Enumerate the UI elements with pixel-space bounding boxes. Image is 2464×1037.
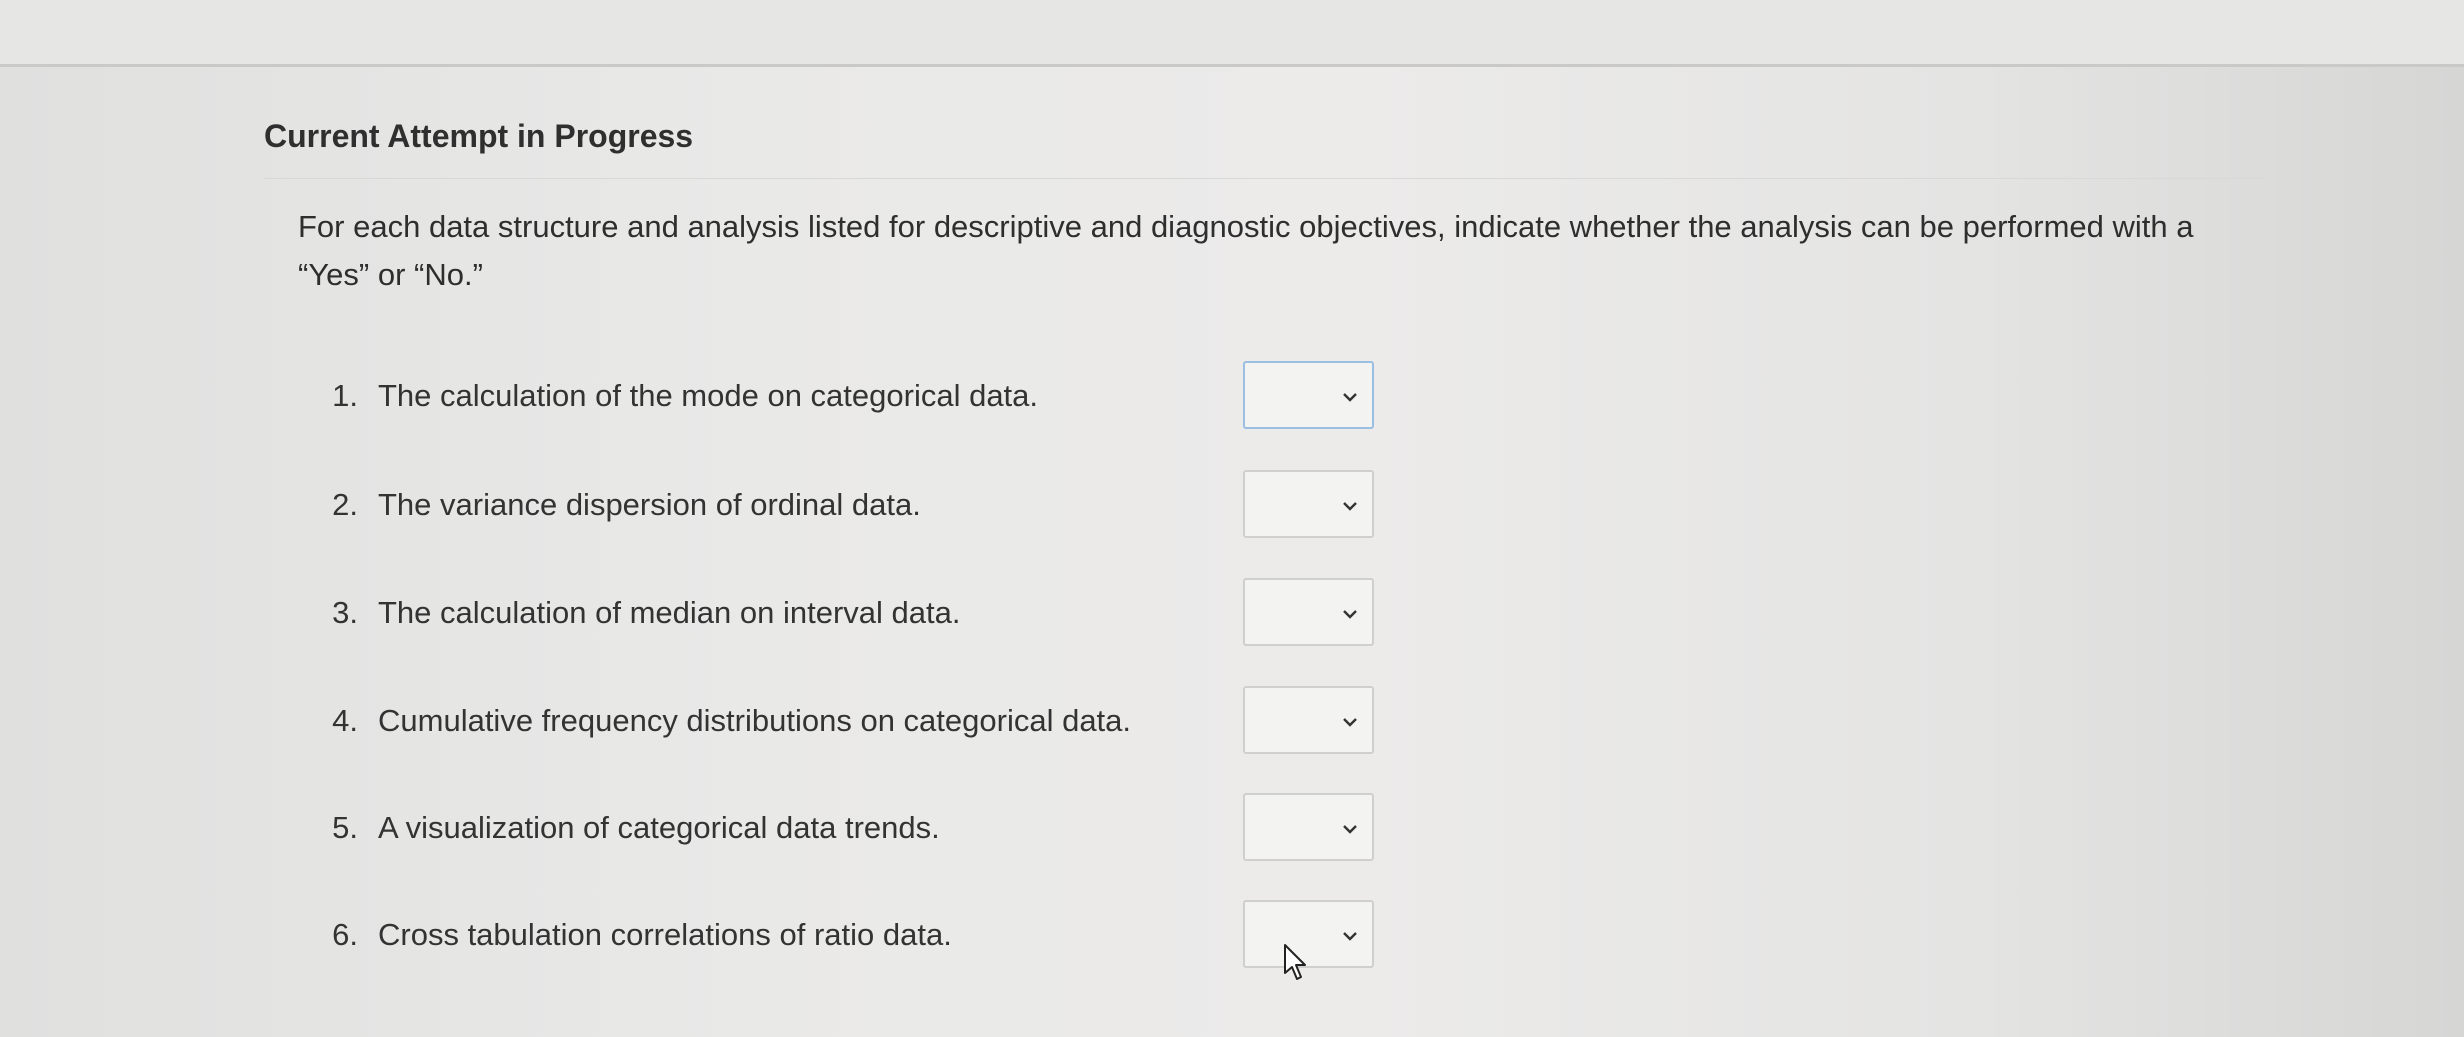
question-number: 2. (332, 487, 358, 522)
question-text: The variance dispersion of ordinal data. (378, 487, 921, 522)
question-text: Cross tabulation correlations of ratio data. (378, 917, 952, 952)
question-row-4 (0, 686, 2464, 756)
top-header (0, 0, 2464, 64)
chevron-down-icon (1340, 926, 1360, 946)
answer-dropdown-3[interactable] (1243, 578, 1374, 646)
question-number: 6. (332, 917, 358, 952)
question-row-1 (0, 361, 2464, 431)
header-divider (0, 64, 2464, 67)
question-row-3 (0, 578, 2464, 648)
chevron-down-icon (1340, 712, 1360, 732)
question-number: 1. (332, 378, 358, 413)
question-number: 3. (332, 595, 358, 630)
question-text: The calculation of median on interval data. (378, 595, 961, 630)
question-row-2 (0, 470, 2464, 540)
section-heading: Current Attempt in Progress (264, 118, 694, 154)
answer-dropdown-4[interactable] (1243, 686, 1374, 754)
question-number: 5. (332, 810, 358, 845)
question-row-5 (0, 793, 2464, 863)
question-row-6 (0, 900, 2464, 970)
chevron-down-icon (1340, 604, 1360, 624)
chevron-down-icon (1340, 819, 1360, 839)
chevron-down-icon (1340, 387, 1360, 407)
question-text: A visualization of categorical data trends. (378, 810, 940, 845)
instructions-text: For each data structure and analysis listed for descriptive and diagnostic objectives, indicate whether the analysis can be performed with a “Yes” or “No.” (298, 209, 2194, 292)
answer-dropdown-1[interactable] (1243, 361, 1374, 429)
question-text: The calculation of the mode on categorical data. (378, 378, 1039, 413)
question-text: Cumulative frequency distributions on categorical data. (378, 703, 1132, 738)
heading-divider (264, 178, 2264, 179)
question-number: 4. (332, 703, 358, 738)
mouse-pointer-icon (1283, 943, 1309, 983)
answer-dropdown-5[interactable] (1243, 793, 1374, 861)
chevron-down-icon (1340, 496, 1360, 516)
answer-dropdown-2[interactable] (1243, 470, 1374, 538)
